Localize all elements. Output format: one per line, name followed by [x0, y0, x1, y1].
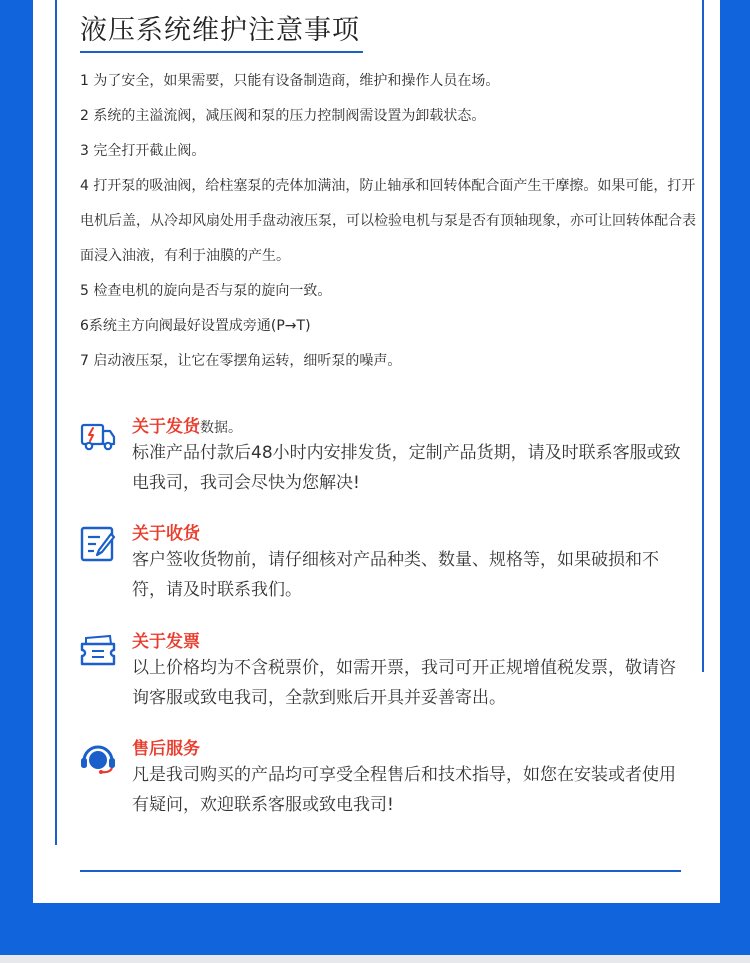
title-underline: [80, 51, 363, 53]
receiving-title: 关于收货: [132, 524, 200, 544]
headset-icon: [80, 741, 116, 777]
receiving-text: 客户签收货物前，请仔细核对产品种类、数量、规格等，如果破损和不符，请及时联系我们。: [132, 550, 659, 600]
after-sales-title: 售后服务: [132, 739, 200, 759]
list-item: 6系统主方向阀最好设置成旁通(P→T): [80, 318, 311, 334]
shipping-title-suffix: 数据。: [200, 420, 242, 436]
list-item: 5 检查电机的旋向是否与泵的旋向一致。: [80, 283, 332, 299]
after-sales-text: 凡是我司购买的产品均可享受全程售后和技术指导，如您在安装或者使用有疑问，欢迎联系客服或致电我司!: [132, 765, 676, 815]
delivery-truck-icon: [80, 419, 116, 455]
shipping-title: 关于发货: [132, 417, 200, 437]
maintenance-list: [80, 64, 702, 379]
invoice-ticket-icon: [80, 634, 116, 670]
shipping-text: 标准产品付款后48小时内安排发货，定制产品货期，请及时联系客服或致电我司，我司会尽快为您解决!: [132, 443, 681, 493]
bottom-divider: [80, 870, 681, 872]
edit-document-icon: [80, 526, 116, 562]
service-title: [132, 415, 242, 440]
invoice-title: 关于发票: [132, 632, 200, 652]
list-item: 7 启动液压泵，让它在零摆角运转，细听泵的噪声。: [80, 353, 402, 369]
invoice-text: 以上价格均为不含税票价，如需开票，我司可开正规增值税发票，敬请咨询客服或致电我司，全款到账后开具并妥善寄出。: [132, 658, 676, 708]
list-item: 3 完全打开截止阀。: [80, 143, 206, 159]
list-item: 4 打开泵的吸油阀，给柱塞泵的壳体加满油，防止轴承和回转体配合面产生干摩擦。如果可能，打开电机后盖，从冷却风扇处用手盘动液压泵，可以检验电机与泵是否有顶轴现象，亦可让回转体配合表面浸入油液，有利于油膜的产生。: [80, 178, 696, 264]
list-item: 1 为了安全，如果需要，只能有设备制造商，维护和操作人员在场。: [80, 73, 500, 89]
page-title: 液压系统维护注意事项: [80, 15, 360, 46]
right-border-line: [702, 0, 704, 672]
left-border-line: [55, 0, 57, 845]
list-item: 2 系统的主溢流阀，减压阀和泵的压力控制阀需设置为卸载状态。: [80, 108, 486, 124]
